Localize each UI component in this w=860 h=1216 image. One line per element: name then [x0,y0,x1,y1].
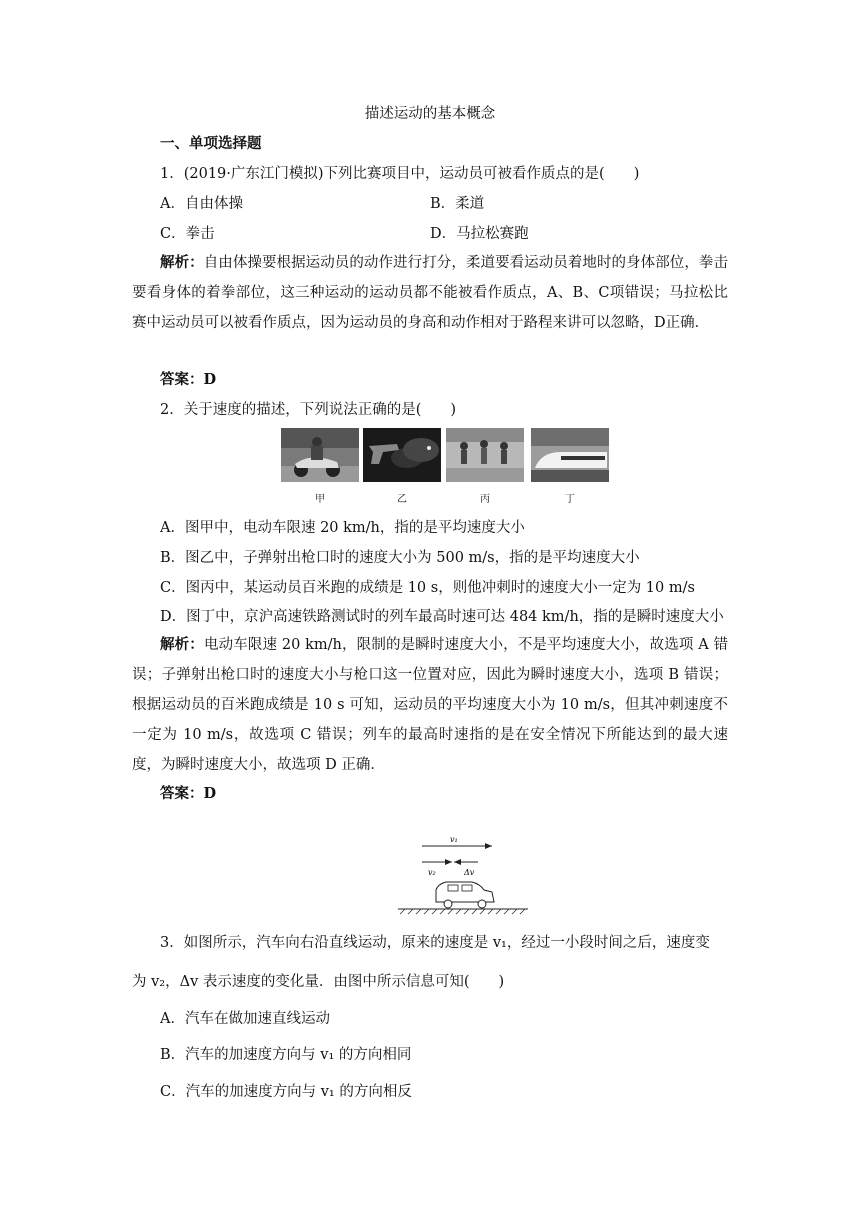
caption-bing: 丙 [480,494,490,505]
question-2-analysis [132,630,728,780]
question-3-option-a: A．汽车在做加速直线运动 [160,1011,330,1027]
question-1-option-c: C．拳击 [160,226,215,242]
analysis-text: 自由体操要根据运动员的动作进行打分，柔道要看运动员着地时的身体部位，拳击要看身体的着拳部位，这三种运动的运动员都不能被看作质点，A、B、C项错误；马拉松比赛中运动员可以被看作质点，因为运动员的身高和动作相对于路程来讲可以忽略，D正确． [132,255,729,331]
analysis-text: 电动车限速 20 km/h，限制的是瞬时速度大小，不是平均速度大小，故选项 A 错误；子弹射出枪口时的速度大小与枪口这一位置对应，因此为瞬时速度大小，选项 B 错误；根据运动员的百米跑成绩是 10 s 可知，运动员的平均速度大小为 10 m/s，但其冲刺速度不一定为 10 m/s，故选项 C 错误；列车的最高时速指的是在安全情况下所能达到的最大速度，为瞬时速度大小，故选项 D 正确． [132,637,728,773]
v2-label: v₂ [428,868,436,877]
question-1-option-a: A．自由体操 [160,196,243,212]
photo-scooter [281,428,359,482]
question-2-answer: 答案：D [160,785,217,802]
dv-label: Δv [464,868,475,877]
question-1-stem: 1．(2019·广东江门模拟)下列比赛项目中，运动员可被看作质点的是( ) [160,166,640,182]
caption-ding: 丁 [565,494,575,505]
photo-runners [446,428,524,482]
analysis-label: 解析： [160,636,204,653]
question-3-stem-line-1: 3．如图所示，汽车向右沿直线运动，原来的速度是 v₁，经过一小段时间之后，速度变 [160,935,710,951]
question-2-stem: 2．关于速度的描述，下列说法正确的是( ) [160,402,457,418]
question-3-option-b: B．汽车的加速度方向与 v₁ 的方向相同 [160,1047,412,1063]
caption-jia: 甲 [315,494,325,505]
caption-yi: 乙 [397,494,407,505]
question-1-analysis [132,248,728,338]
question-3-option-c: C．汽车的加速度方向与 v₁ 的方向相反 [160,1084,412,1100]
photo-train [531,428,609,482]
ground-hatching [400,909,525,914]
car-velocity-diagram [392,828,532,920]
question-2-option-a: A．图甲中，电动车限速 20 km/h，指的是平均速度大小 [160,520,525,536]
question-1-option-d: D．马拉松赛跑 [430,226,529,242]
question-2-option-d: D．图丁中，京沪高速铁路测试时的列车最高时速可达 484 km/h，指的是瞬时速度大小 [160,609,724,625]
car-icon [436,882,494,908]
v1-label: v₁ [450,835,458,844]
section-heading: 一、单项选择题 [160,135,262,152]
question-2-option-c: C．图丙中，某运动员百米跑的成绩是 10 s，则他冲刺时的速度大小一定为 10 m/s [160,580,695,596]
page-title: 描述运动的基本概念 [364,106,496,122]
question-1-answer: 答案：D [160,371,217,388]
photo-gun [363,428,441,482]
question-3-stem-line-2: 为 v₂，Δv 表示速度的变化量．由图中所示信息可知( ) [132,974,505,990]
analysis-label: 解析： [160,254,204,271]
question-2-option-b: B．图乙中，子弹射出枪口时的速度大小为 500 m/s，指的是平均速度大小 [160,550,640,566]
question-1-option-b: B．柔道 [430,196,485,212]
